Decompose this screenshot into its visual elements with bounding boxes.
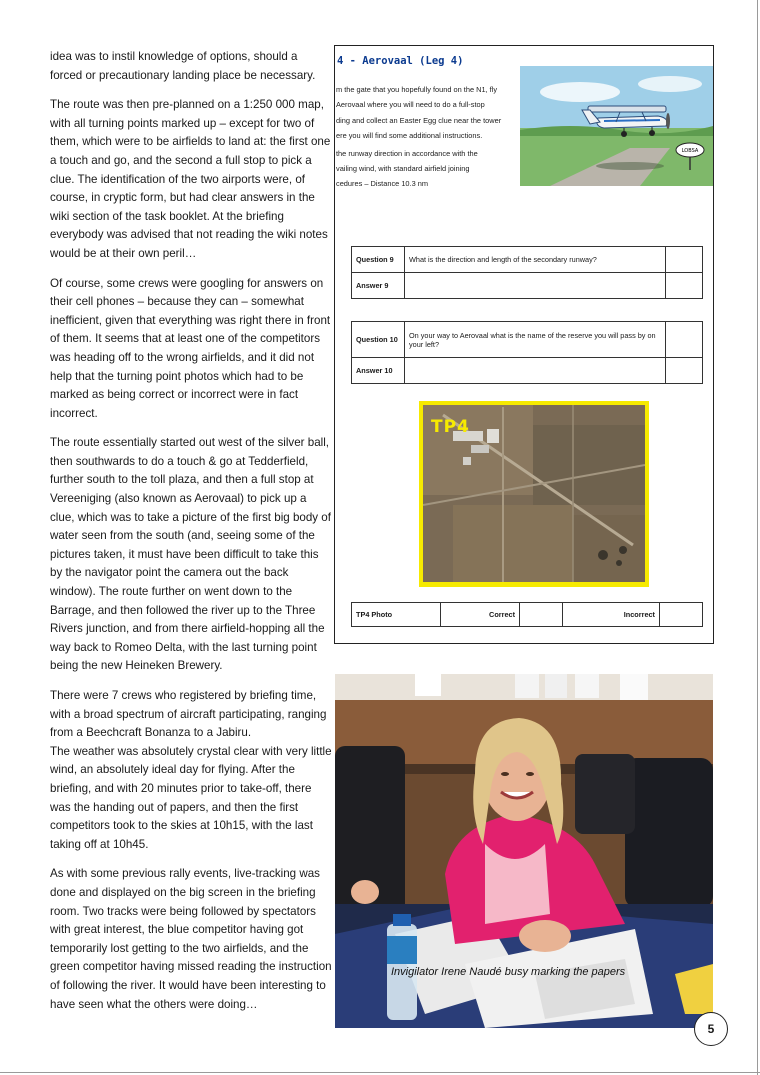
incorrect-box: [660, 603, 703, 627]
question-10-text: On your way to Aerovaal what is the name of the reserve you will pass by on your left?: [405, 322, 666, 358]
invigilator-photo: [335, 674, 713, 1028]
instruction-line: m the gate that you hopefully found on the N1, fly: [336, 85, 498, 94]
correct-box: [520, 603, 563, 627]
page-number: 5: [694, 1012, 728, 1046]
instruction-line: ding and collect an Easter Egg clue near the tower: [336, 115, 502, 125]
task-booklet-figure: [334, 45, 714, 644]
tp4-photo-label: TP4 Photo: [352, 603, 441, 627]
paragraph: The route was then pre-planned on a 1:250 000 map, with all turning points marked up – except for two of them, which were to be airfields to land at: the first one a touch and go, and the second a full stop to pick a clue. The identification of the two airports were, of course, in cryptic form, but had clear answers in the wiki section of the task booklet. At the briefing everybody was advised that not reading the wiki notes would be at their own peril…: [50, 98, 331, 260]
answer-9-label: Answer 9: [352, 273, 405, 299]
aircraft-sign-text: LOBSA: [681, 148, 699, 154]
question-10-table: [351, 321, 703, 384]
instruction-line: Aerovaal where you will need to do a full-stop: [336, 100, 485, 110]
instruction-line: cedures – Distance 10.3 nm: [336, 179, 429, 189]
incorrect-label: Incorrect: [563, 603, 660, 627]
question-10-label: Question 10: [352, 322, 405, 358]
booklet-instructions: [336, 82, 516, 192]
tp4-aerial-photo: [419, 401, 649, 587]
correct-label: Correct: [441, 603, 520, 627]
page-edge-right: [757, 0, 758, 1075]
tp4-label: TP4: [431, 417, 470, 437]
aircraft-illustration: [520, 66, 713, 186]
instruction-line: ere you will find some additional instructions.: [336, 131, 483, 141]
paragraph: Of course, some crews were googling for answers on their cell phones – because they can – somewhat inefficient, given that everything was right there in front of them. It seems that at least one of the competitors was heading off to the wrong airfields, and it did not help that the turning point photos which had to be marked as being correct or incorrect were in fact incorrect.: [50, 276, 331, 420]
tp4-photo-table: [351, 602, 703, 627]
paragraph: idea was to instil knowledge of options, should a forced or precautionary landing place be necessary.: [50, 50, 316, 82]
paragraph: The route essentially started out west of the silver ball, then southwards to do a touch & go at Tedderfield, further south to the toll plaza, and then a full stop at Vereeniging (also known as Aerovaal) to pick up a clue, which was to take a picture of the first big body of water seen from the south (and, seeing some of the pictures taken, it must have been difficult to take this by the navigator point the camera out the back window). The route further on went down to the Barrage, and then followed the river up to the Three Rivers junction, and from there airfield-hopping all the way back to Romeo Delta, with the last turning point being the new Heineken Brewery.: [50, 436, 331, 673]
paragraph: As with some previous rally events, live-tracking was done and displayed on the big screen in the briefing room. Two tracks were being followed by spectators with great interest, the blue competitor having got temporarily lost getting to the two airfields, and the green competitor having missed reading the instruction of following the river. It would have been interesting to have seen what the others were doing…: [50, 867, 332, 1011]
question-9-label: Question 9: [352, 247, 405, 273]
answer-9-field: [405, 273, 666, 299]
answer-10-field: [405, 358, 666, 384]
photo-caption: Invigilator Irene Naudé busy marking the papers: [391, 966, 626, 978]
instruction-line: vailing wind, with standard airfield joining: [336, 164, 470, 174]
answer-10-label: Answer 10: [352, 358, 405, 384]
booklet-title: 4 - Aerovaal (Leg 4): [337, 55, 464, 67]
instruction-line: the runway direction in accordance with the: [336, 148, 478, 158]
question-9-table: [351, 246, 703, 299]
article-column: [50, 48, 332, 1025]
paragraph: There were 7 crews who registered by briefing time, with a broad spectrum of aircraft participating, ranging from a Beechcraft Bonanza to a Jabiru. The weather was absolutely crystal clear with very little wind, an absolutely ideal day for flying. After the briefing, and with 20 minutes prior to take-off, there was the handing out of papers, and then the first competitors took to the skies at 10h15, with the last taking off at 10h45.: [50, 689, 332, 851]
page-edge-bottom: [0, 1072, 760, 1073]
question-9-text: What is the direction and length of the secondary runway?: [405, 247, 666, 273]
